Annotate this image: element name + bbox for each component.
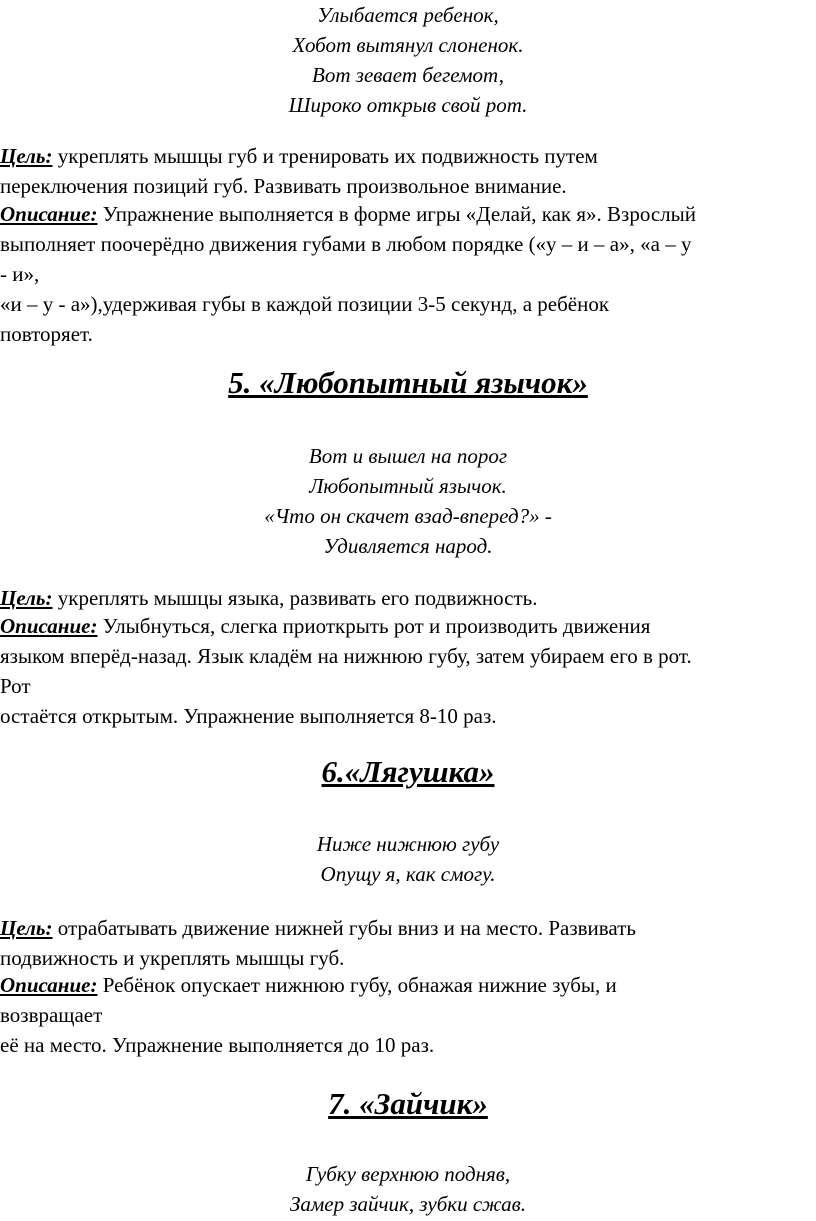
goal-label: Цель: — [0, 586, 53, 610]
poem-line: Вот зевает бегемот, — [312, 63, 504, 87]
exercise-6-title: 6.«Лягушка» — [321, 754, 495, 789]
exercise-5-description — [0, 611, 816, 731]
exercise-6-goal — [0, 913, 816, 973]
description-text: возвращает — [0, 1003, 103, 1027]
description-text: Ребёнок опускает нижнюю губу, обнажая нижние зубы, и — [97, 973, 617, 997]
poem-block-6 — [0, 829, 816, 889]
poem-line: Губку верхнюю подняв, — [305, 1162, 511, 1186]
exercise-7-title: 7. «Зайчик» — [328, 1086, 488, 1121]
description-label: Описание: — [0, 614, 98, 638]
poem-line: Улыбается ребенок, — [317, 3, 499, 27]
poem-line: Широко открыв свой рот. — [288, 93, 528, 117]
goal-label: Цель: — [0, 144, 53, 168]
poem-line: Ниже нижнюю губу — [316, 832, 500, 856]
description-text: повторяет. — [0, 322, 93, 346]
poem-line: Удивляется народ. — [323, 534, 493, 558]
goal-text: укреплять мышцы губ и тренировать их подвижность путем — [52, 144, 598, 168]
poem-block-7 — [0, 1159, 816, 1219]
description-text: Улыбнуться, слегка приоткрыть рот и производить движения — [97, 614, 651, 638]
description-label: Описание: — [0, 973, 98, 997]
description-label: Описание: — [0, 202, 98, 226]
description-text: «и – у - а»),удерживая губы в каждой позиции 3-5 секунд, а ребёнок — [0, 292, 610, 316]
poem-block-5 — [0, 441, 816, 561]
description-text: Рот — [0, 674, 31, 698]
poem-line: Хобот вытянул слоненок. — [292, 33, 524, 57]
goal-text: отрабатывать движение нижней губы вниз и на место. Развивать — [52, 916, 636, 940]
description-text: Упражнение выполняется в форме игры «Делай, как я». Взрослый — [97, 202, 697, 226]
exercise-4-goal — [0, 141, 816, 201]
goal-text: переключения позиций губ. Развивать произвольное внимание. — [0, 174, 567, 198]
goal-text: подвижность и укреплять мышцы губ. — [0, 946, 345, 970]
description-text: языком вперёд-назад. Язык кладём на нижнюю губу, затем убираем его в рот. — [0, 644, 692, 668]
exercise-5-goal — [0, 583, 816, 613]
poem-line: «Что он скачет взад-вперед?» - — [264, 504, 552, 528]
description-text: - и», — [0, 262, 40, 286]
poem-line: Любопытный язычок. — [309, 474, 507, 498]
poem-line: Замер зайчик, зубки сжав. — [289, 1192, 527, 1216]
description-text: выполняет поочерёдно движения губами в любом порядке («у – и – а», «а – у — [0, 232, 692, 256]
exercise-5-title: 5. «Любопытный язычок» — [228, 365, 588, 400]
description-text: её на место. Упражнение выполняется до 10 раз. — [0, 1033, 435, 1057]
poem-line: Вот и вышел на порог — [308, 444, 508, 468]
poem-line: Опущу я, как смогу. — [320, 862, 496, 886]
exercise-6-description — [0, 970, 816, 1060]
goal-label: Цель: — [0, 916, 53, 940]
description-text: остаётся открытым. Упражнение выполняется 8-10 раз. — [0, 704, 497, 728]
poem-block-1 — [0, 0, 816, 120]
exercise-4-description — [0, 199, 816, 349]
goal-text: укреплять мышцы языка, развивать его подвижность. — [52, 586, 538, 610]
